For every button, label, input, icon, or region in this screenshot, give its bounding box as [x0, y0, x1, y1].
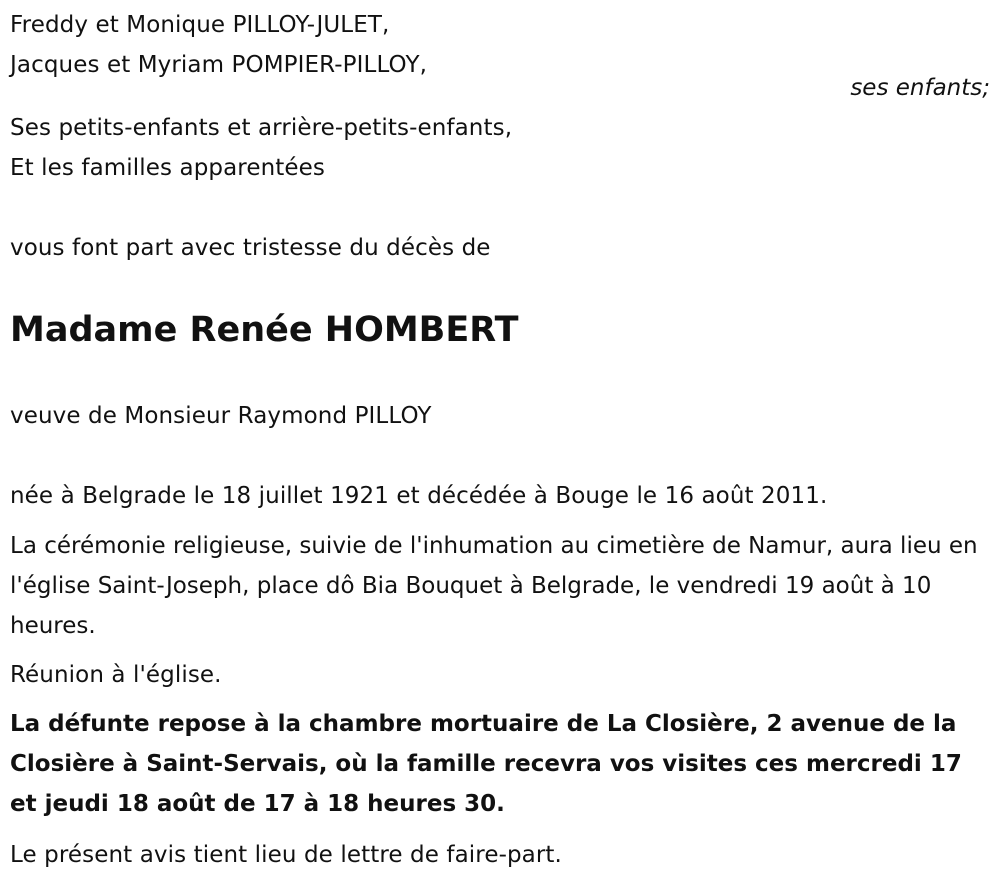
meeting-line: Réunion à l'église.	[10, 662, 222, 688]
widow-line: veuve de Monsieur Raymond PILLOY	[10, 403, 432, 429]
family-line-1: Freddy et Monique PILLOY-JULET,	[10, 12, 390, 38]
birth-death-line: née à Belgrade le 18 juillet 1921 et décédée à Bouge le 16 août 2011.	[10, 483, 828, 509]
ceremony-paragraph: La cérémonie religieuse, suivie de l'inhumation au cimetière de Namur, aura lieu en l'église Saint-Joseph, place dô Bia Bouquet à Belgrade, le vendredi 19 août à 10 heures.	[10, 533, 978, 639]
grandchildren-line: Ses petits-enfants et arrière-petits-enfants,	[10, 115, 513, 141]
deceased-name: Madame Renée HOMBERT	[10, 310, 519, 350]
visitation-paragraph: La défunte repose à la chambre mortuaire de La Closière, 2 avenue de la Closière à Saint-Servais, où la famille recevra vos visites ces mercredi 17 et jeudi 18 août de 17 à 18 heures 30.	[10, 711, 962, 817]
announcement-line: vous font part avec tristesse du décès de	[10, 235, 491, 261]
relatives-line: Et les familles apparentées	[10, 155, 325, 181]
family-line-2: Jacques et Myriam POMPIER-PILLOY,	[10, 52, 428, 78]
children-label: ses enfants;	[850, 75, 990, 101]
closing-line: Le présent avis tient lieu de lettre de faire-part.	[10, 842, 562, 868]
